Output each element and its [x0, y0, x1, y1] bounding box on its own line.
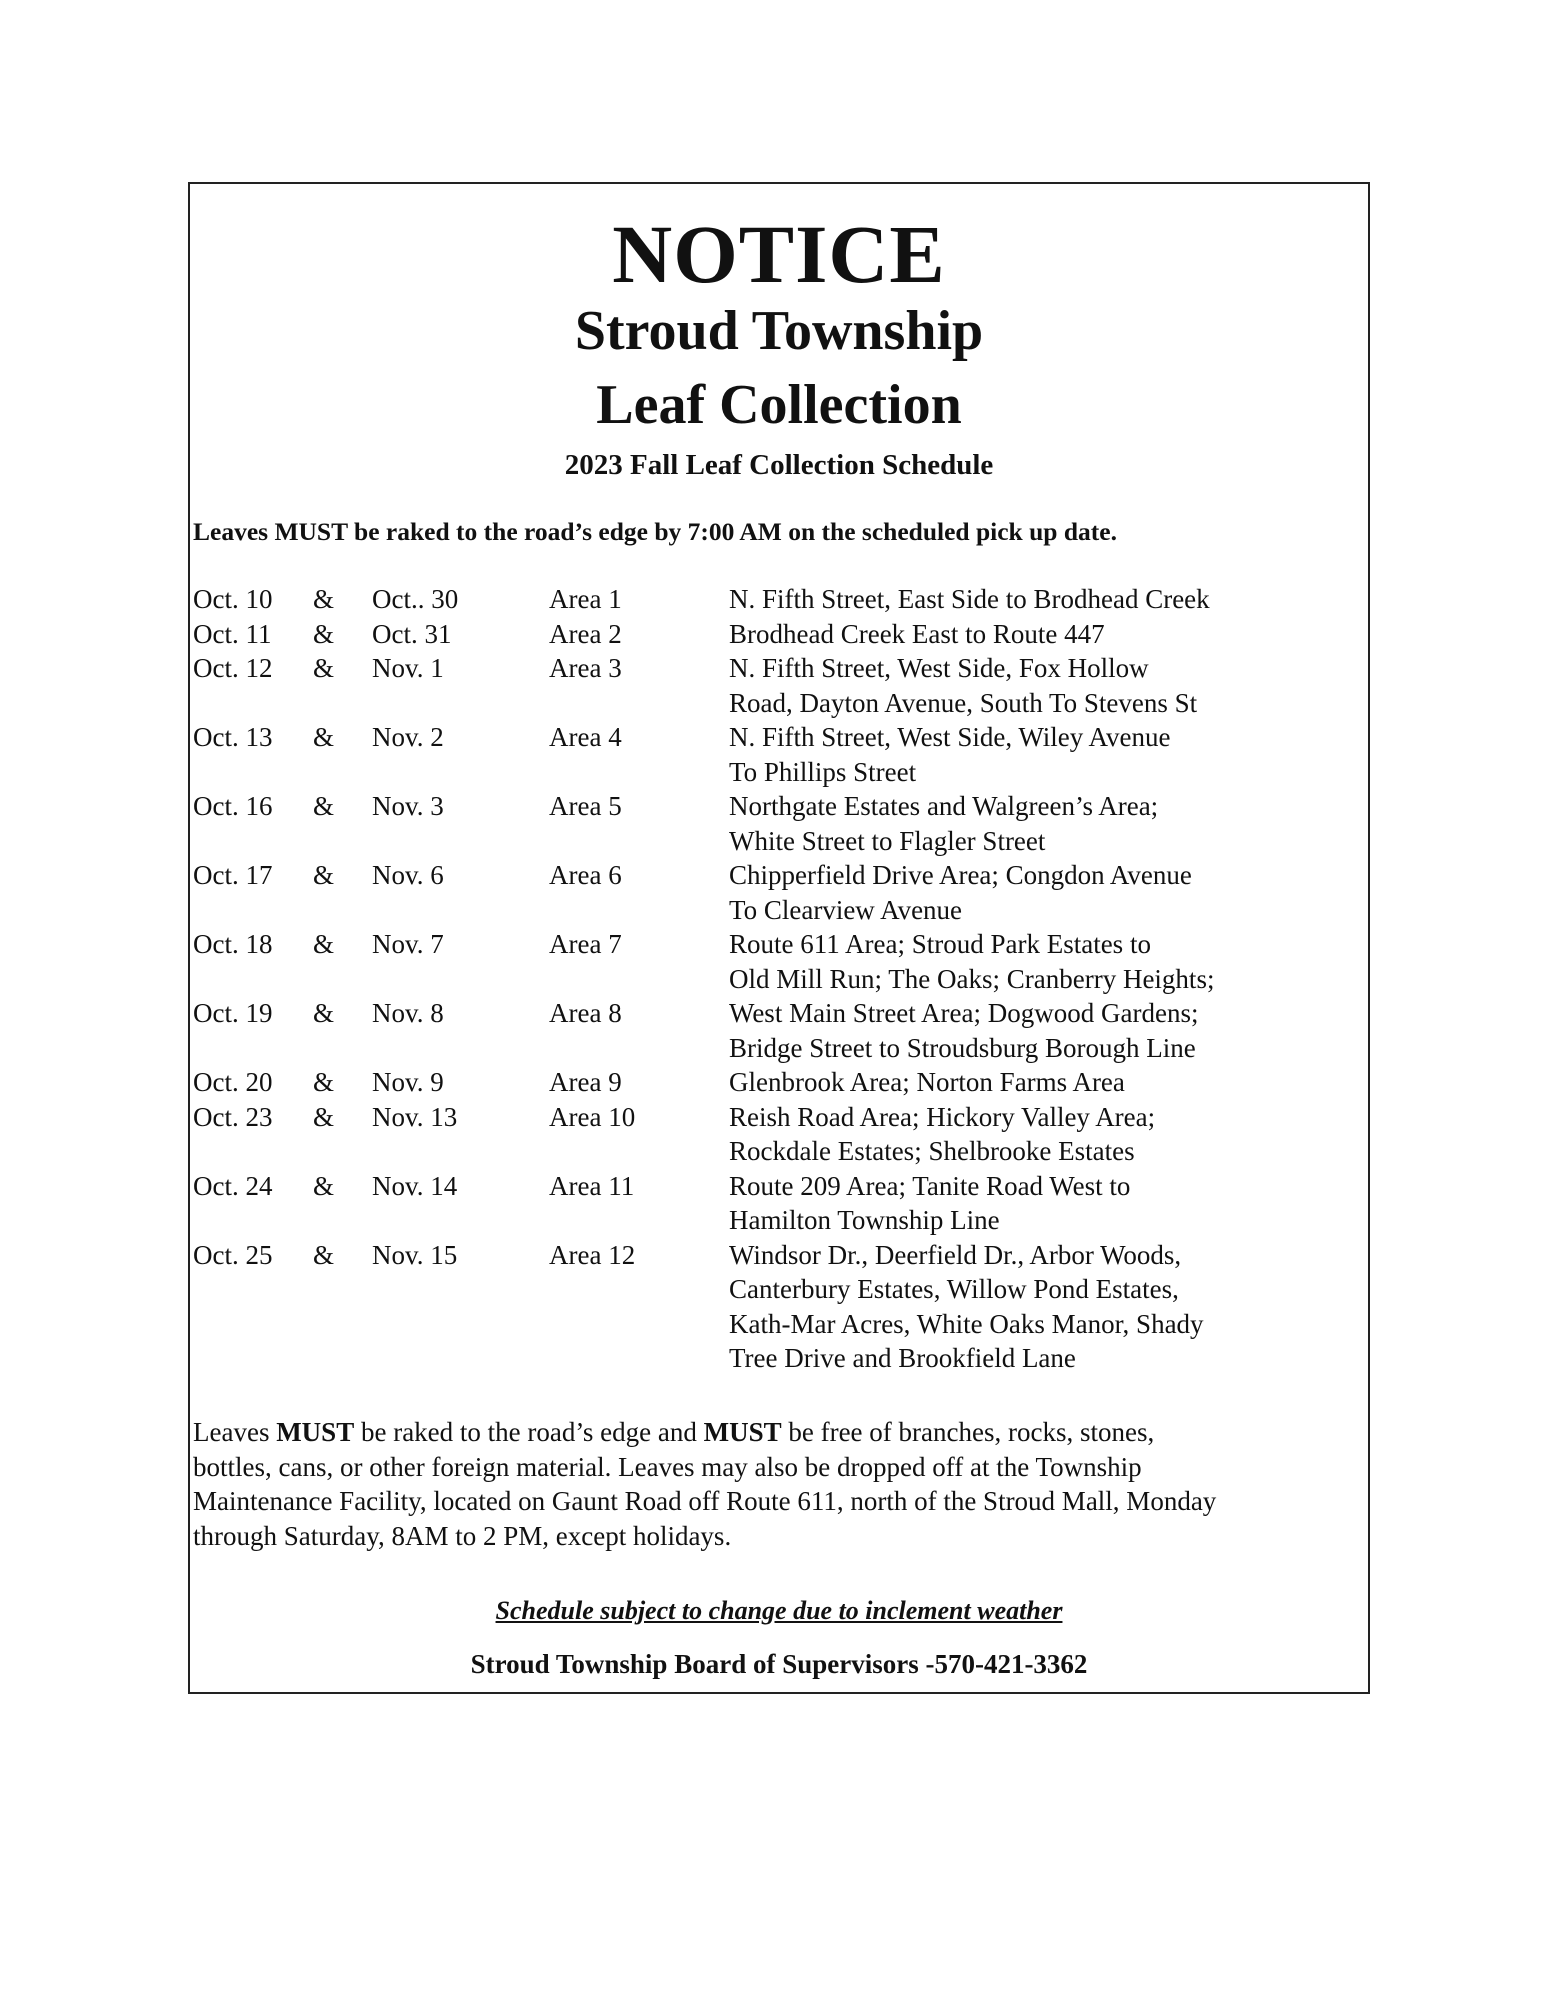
schedule-row — [190, 858, 1368, 927]
schedule-row — [190, 789, 1368, 858]
schedule-row — [190, 1065, 1368, 1100]
ampersand: & — [313, 1170, 335, 1201]
street-line: Reish Road Area; Hickory Valley Area; — [729, 1101, 1156, 1132]
schedule-row — [190, 617, 1368, 652]
area-streets — [729, 789, 1368, 858]
area-label: Area 3 — [549, 653, 622, 683]
area-label: Area 4 — [549, 722, 622, 752]
second-date: Nov. 7 — [372, 929, 444, 959]
ampersand: & — [313, 791, 335, 821]
ampersand: & — [313, 998, 335, 1028]
schedule-row — [190, 996, 1368, 1065]
schedule-row — [190, 651, 1368, 720]
street-line: Road, Dayton Avenue, South To Stevens St — [729, 687, 1198, 718]
second-date: Nov. 15 — [372, 1239, 458, 1270]
schedule-row — [190, 582, 1368, 617]
schedule-row — [190, 720, 1368, 789]
schedule-row — [190, 927, 1368, 996]
street-line: Canterbury Estates, Willow Pond Estates, — [729, 1274, 1179, 1304]
schedule-row — [190, 1169, 1368, 1238]
street-line: Route 611 Area; Stroud Park Estates to — [729, 929, 1151, 959]
schedule-row — [190, 1100, 1368, 1169]
ampersand: & — [313, 618, 335, 649]
ampersand: & — [313, 722, 335, 752]
township-name: Stroud Township — [574, 300, 984, 362]
second-date: Nov. 2 — [372, 722, 444, 752]
street-line: To Phillips Street — [729, 756, 917, 787]
street-line: N. Fifth Street, West Side, Fox Hollow — [729, 653, 1149, 683]
first-date: Oct. 25 — [193, 1239, 273, 1270]
area-streets — [729, 651, 1368, 720]
paragraph-line: bottles, cans, or other foreign material. Leaves may also be dropped off at the Township — [193, 1451, 1142, 1482]
area-label: Area 7 — [549, 929, 622, 959]
paragraph-line: through Saturday, 8AM to 2 PM, except holidays. — [193, 1520, 732, 1551]
first-date: Oct. 12 — [193, 653, 273, 683]
street-line: Hamilton Township Line — [729, 1205, 1000, 1235]
area-streets — [729, 927, 1368, 996]
instructions-paragraph — [193, 1415, 1363, 1553]
ampersand: & — [313, 860, 335, 890]
ampersand: & — [313, 584, 335, 614]
area-label: Area 9 — [549, 1067, 622, 1097]
ampersand: & — [313, 1067, 335, 1097]
area-streets — [729, 582, 1368, 617]
first-date: Oct. 24 — [193, 1170, 273, 1201]
first-date: Oct. 10 — [193, 584, 273, 614]
area-label: Area 10 — [549, 1101, 636, 1132]
second-date: Nov. 13 — [372, 1101, 458, 1132]
street-line: West Main Street Area; Dogwood Gardens; — [729, 998, 1199, 1028]
second-date: Oct. 31 — [372, 618, 452, 649]
first-date: Oct. 23 — [193, 1101, 273, 1132]
schedule-table — [190, 582, 1368, 1376]
street-line: White Street to Flagler Street — [729, 825, 1046, 856]
street-line: Old Mill Run; The Oaks; Cranberry Heights; — [729, 963, 1215, 994]
first-date: Oct. 19 — [193, 998, 273, 1028]
area-streets — [729, 996, 1368, 1065]
ampersand: & — [313, 653, 335, 683]
ampersand: & — [313, 1239, 335, 1270]
subject-heading: Leaf Collection — [596, 374, 962, 436]
street-line: Chipperfield Drive Area; Congdon Avenue — [729, 860, 1192, 890]
notice-title: NOTICE — [612, 208, 946, 300]
street-line: To Clearview Avenue — [729, 894, 963, 925]
street-line: Northgate Estates and Walgreen’s Area; — [729, 791, 1159, 821]
paragraph-line: Maintenance Facility, located on Gaunt Road off Route 611, north of the Stroud Mall, Monday — [193, 1486, 1217, 1516]
second-date: Nov. 9 — [372, 1067, 444, 1097]
second-date: Nov. 1 — [372, 653, 444, 683]
area-streets — [729, 1238, 1368, 1376]
second-date: Nov. 3 — [372, 791, 444, 821]
first-date: Oct. 18 — [193, 929, 273, 959]
area-streets — [729, 617, 1368, 652]
street-line: Kath-Mar Acres, White Oaks Manor, Shady — [729, 1308, 1204, 1339]
street-line: Brodhead Creek East to Route 447 — [729, 618, 1105, 649]
area-label: Area 6 — [549, 860, 622, 890]
paragraph-line: Leaves MUST be raked to the road’s edge and MUST be free of branches, rocks, stones, — [193, 1417, 1155, 1447]
first-date: Oct. 20 — [193, 1067, 273, 1097]
street-line: Rockdale Estates; Shelbrooke Estates — [729, 1136, 1135, 1166]
ampersand: & — [313, 929, 335, 959]
area-streets — [729, 1065, 1368, 1100]
area-streets — [729, 1169, 1368, 1238]
street-line: Windsor Dr., Deerfield Dr., Arbor Woods, — [729, 1239, 1182, 1270]
street-line: Bridge Street to Stroudsburg Borough Line — [729, 1032, 1196, 1063]
notice-box — [188, 182, 1370, 1694]
second-date: Nov. 8 — [372, 998, 444, 1028]
street-line: N. Fifth Street, West Side, Wiley Avenue — [729, 722, 1171, 752]
area-label: Area 1 — [549, 584, 622, 614]
area-streets — [729, 858, 1368, 927]
second-date: Oct.. 30 — [372, 584, 459, 614]
first-date: Oct. 11 — [193, 618, 272, 649]
area-label: Area 8 — [549, 998, 622, 1028]
street-line: Glenbrook Area; Norton Farms Area — [729, 1067, 1125, 1097]
first-date: Oct. 17 — [193, 860, 273, 890]
ampersand: & — [313, 1101, 335, 1132]
deadline-notice: Leaves MUST be raked to the road’s edge by 7:00 AM on the scheduled pick up date. — [193, 517, 1117, 546]
area-streets — [729, 720, 1368, 789]
weather-disclaimer: Schedule subject to change due to inclement weather — [495, 1596, 1063, 1625]
contact-footer: Stroud Township Board of Supervisors -570-421-3362 — [470, 1649, 1088, 1679]
area-label: Area 11 — [549, 1170, 635, 1201]
street-line: N. Fifth Street, East Side to Brodhead Creek — [729, 584, 1210, 614]
area-label: Area 2 — [549, 618, 622, 649]
schedule-title: 2023 Fall Leaf Collection Schedule — [564, 449, 994, 481]
schedule-row — [190, 1238, 1368, 1376]
area-label: Area 5 — [549, 791, 622, 821]
first-date: Oct. 16 — [193, 791, 273, 821]
street-line: Tree Drive and Brookfield Lane — [729, 1343, 1076, 1373]
area-label: Area 12 — [549, 1239, 636, 1270]
second-date: Nov. 6 — [372, 860, 444, 890]
second-date: Nov. 14 — [372, 1170, 458, 1201]
area-streets — [729, 1100, 1368, 1169]
street-line: Route 209 Area; Tanite Road West to — [729, 1170, 1131, 1201]
first-date: Oct. 13 — [193, 722, 273, 752]
